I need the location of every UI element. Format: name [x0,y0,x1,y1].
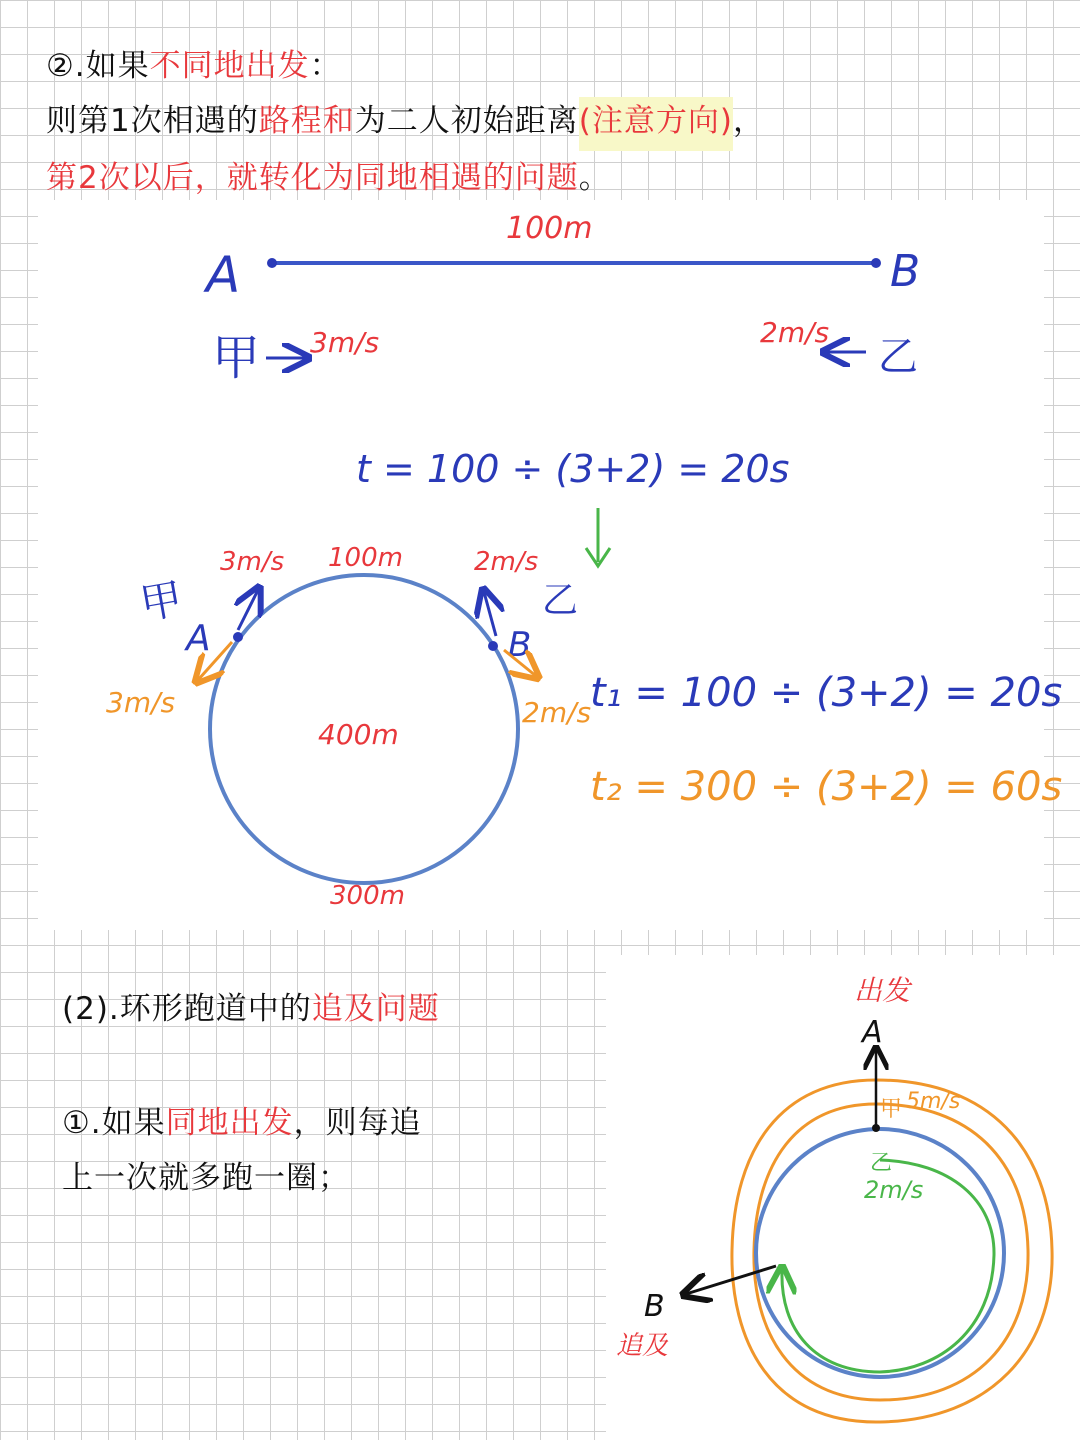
point-b-label: B [508,625,532,665]
line-diagram [203,211,920,491]
item-marker: ②. [46,48,86,84]
point-b-dot [871,258,881,268]
point-b-label: B [890,246,921,297]
yi-label: 乙 [542,580,579,621]
yi-label: 乙 [878,334,918,380]
highlighted-note: (注意方向) [579,97,733,151]
distance-label: 100m [506,211,593,246]
key-phrase: 同地出发 [165,1105,294,1141]
yi-speed-top: 2m/s [474,547,539,577]
yi-speed-side: 2m/s [522,696,592,729]
chase-diagram [616,974,1052,1422]
yi-label: 乙 [870,1151,893,1176]
point-a-dot [233,632,243,642]
point-a-label: A [862,1015,883,1050]
circle-diagram [106,543,1062,911]
point-a-label: A [206,246,241,304]
jia-label: 甲 [136,573,187,630]
circumference-label: 400m [318,718,399,751]
formula-t2: t₂ = 300 ÷ (3+2) = 60s [590,764,1063,810]
section-a-line2: 则第1次相遇的路程和为二人初始距离(注意方向)， [46,95,765,140]
point-b-label: B [644,1289,665,1324]
item-marker: ①. [62,1105,102,1141]
section-b-item1-line2: 上一次就多跑一圈； [62,1160,350,1196]
jia-speed-top: 3m/s [220,547,285,577]
section-b-heading: (2).环形跑道中的追及问题 [62,991,440,1027]
catch-label: 追及 [616,1331,669,1361]
key-phrase: 追及问题 [311,991,440,1027]
yi-speed-label: 2m/s [760,316,830,349]
section-a-line1: ②.如果不同地出发： [46,48,342,84]
inner-orange-path [754,1104,1028,1400]
point-a-dot [267,258,277,268]
key-phrase: 第2次以后，就转化为同地相遇的问题 [46,160,579,196]
point-a-label: A [186,618,211,659]
jia-label: 甲 [880,1097,903,1122]
point-b-dot [488,641,498,651]
key-phrase: 不同地出发 [149,48,310,84]
jia-speed-label: 3m/s [310,326,380,359]
key-phrase: 路程和 [258,103,355,139]
jia-label: 甲 [212,330,261,386]
formula-t: t = 100 ÷ (3+2) = 20s [356,447,790,491]
start-label: 出发 [854,974,911,1007]
section-b-item1: ①.如果同地出发，则每追 [62,1105,422,1141]
yi-speed-label: 2m/s [864,1176,924,1204]
arc-top-label: 100m [328,543,403,573]
jia-speed-side: 3m/s [106,686,176,719]
section-a-line3: 第2次以后，就转化为同地相遇的问题。 [46,160,611,196]
jia-speed-label: 5m/s [906,1089,961,1114]
formula-t1: t₁ = 100 ÷ (3+2) = 20s [590,670,1063,716]
arc-bottom-label: 300m [330,881,405,911]
yi-counter-arrow-icon [484,592,496,636]
jia-clockwise-arrow-icon [238,590,258,630]
